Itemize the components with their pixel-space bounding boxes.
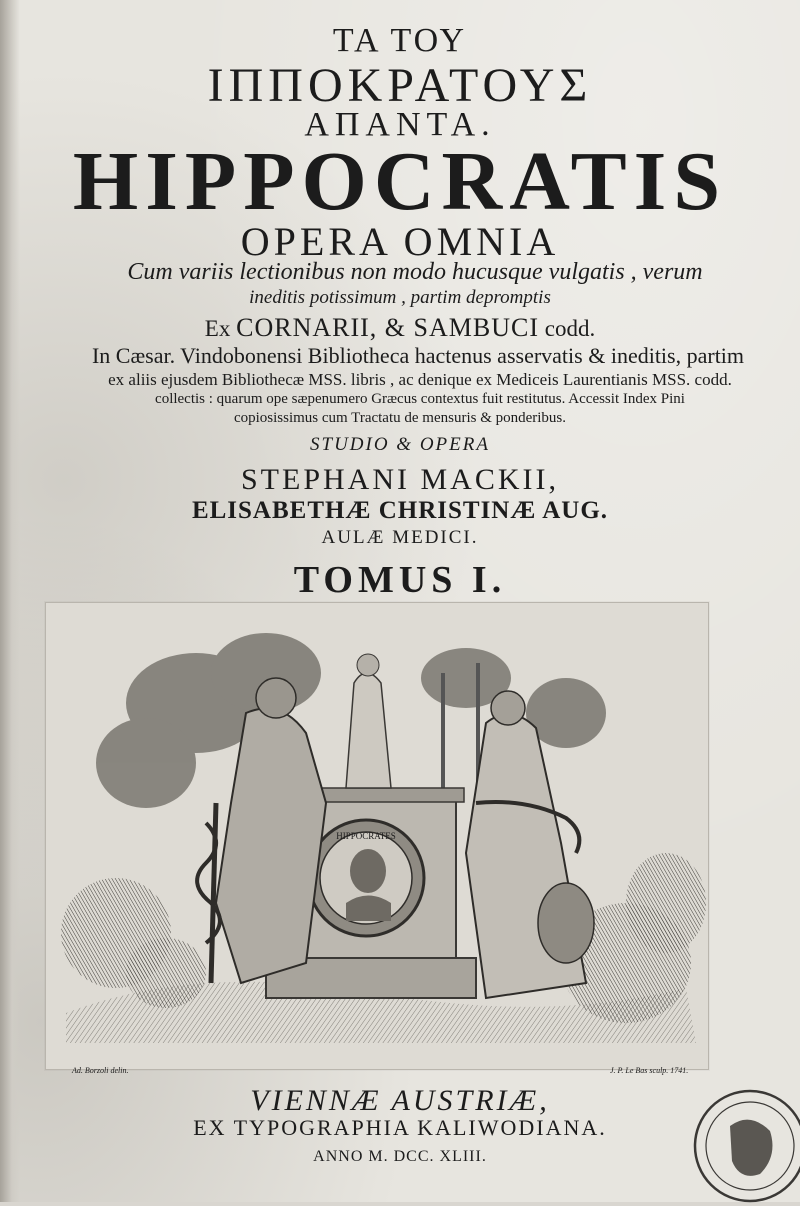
subtitle: OPERA OMNIA xyxy=(240,219,560,264)
volume-label: TOMUS I. xyxy=(293,559,507,601)
description-line-2: ineditis potissimum , partim depromptis xyxy=(249,287,551,308)
credit-designer: Ad. Borzoli delin. xyxy=(72,1066,129,1075)
sources-prefix: Ex xyxy=(204,316,231,341)
main-title: HIPPOCRATIS xyxy=(72,135,728,228)
description-line-5: ex aliis ejusdem Bibliothecæ MSS. libris , ac denique ex Mediceis Laurentianis MSS. codd. xyxy=(108,370,732,389)
library-stamp-icon xyxy=(690,1086,800,1206)
description-line-6: collectis : quarum ope sæpenumero Græcus contextus fuit restitutus. Accessit Index Pini xyxy=(155,391,685,407)
description-line-7: copiosissimus cum Tractatu de mensuris & ponderibus. xyxy=(233,410,567,426)
greek-heading-line-3: ΑΠΑΝΤΑ. xyxy=(304,106,496,143)
sources-line xyxy=(0,313,800,343)
imprint-year: ANNO M. DCC. XLIII. xyxy=(313,1148,487,1165)
frontispiece-engraving xyxy=(45,602,709,1070)
author-name: STEPHANI MACKII, xyxy=(241,463,559,496)
studio-line: STUDIO & OPERA xyxy=(310,434,490,455)
description-line-4: In Cæsar. Vindobonensi Bibliotheca hactenus asservatis & ineditis, partim xyxy=(91,343,745,368)
author-title-1: ELISABETHÆ CHRISTINÆ AUG. xyxy=(191,497,609,524)
imprint-printer: EX TYPOGRAPHIA KALIWODIANA. xyxy=(193,1115,607,1140)
medallion-inscription: HIPPOCRATES xyxy=(336,831,396,841)
imprint-city: VIENNÆ AUSTRIÆ, xyxy=(250,1084,550,1117)
sources-names: CORNARII, & SAMBUCI xyxy=(236,313,539,342)
greek-heading-line-1: ΤΑ ΤΟΥ xyxy=(332,22,468,59)
engraving-illustration xyxy=(46,603,708,1069)
description-line-1: Cum variis lectionibus non modo hucusque vulgatis , verum xyxy=(127,259,703,285)
author-title-2: AULÆ MEDICI. xyxy=(321,527,479,548)
credit-engraver: J. P. Le Bas sculp. 1741. xyxy=(610,1066,689,1075)
sources-suffix: codd. xyxy=(544,316,596,341)
greek-heading-line-2: ΙΠΠΟΚΡΑΤΟΥΣ xyxy=(207,59,593,112)
